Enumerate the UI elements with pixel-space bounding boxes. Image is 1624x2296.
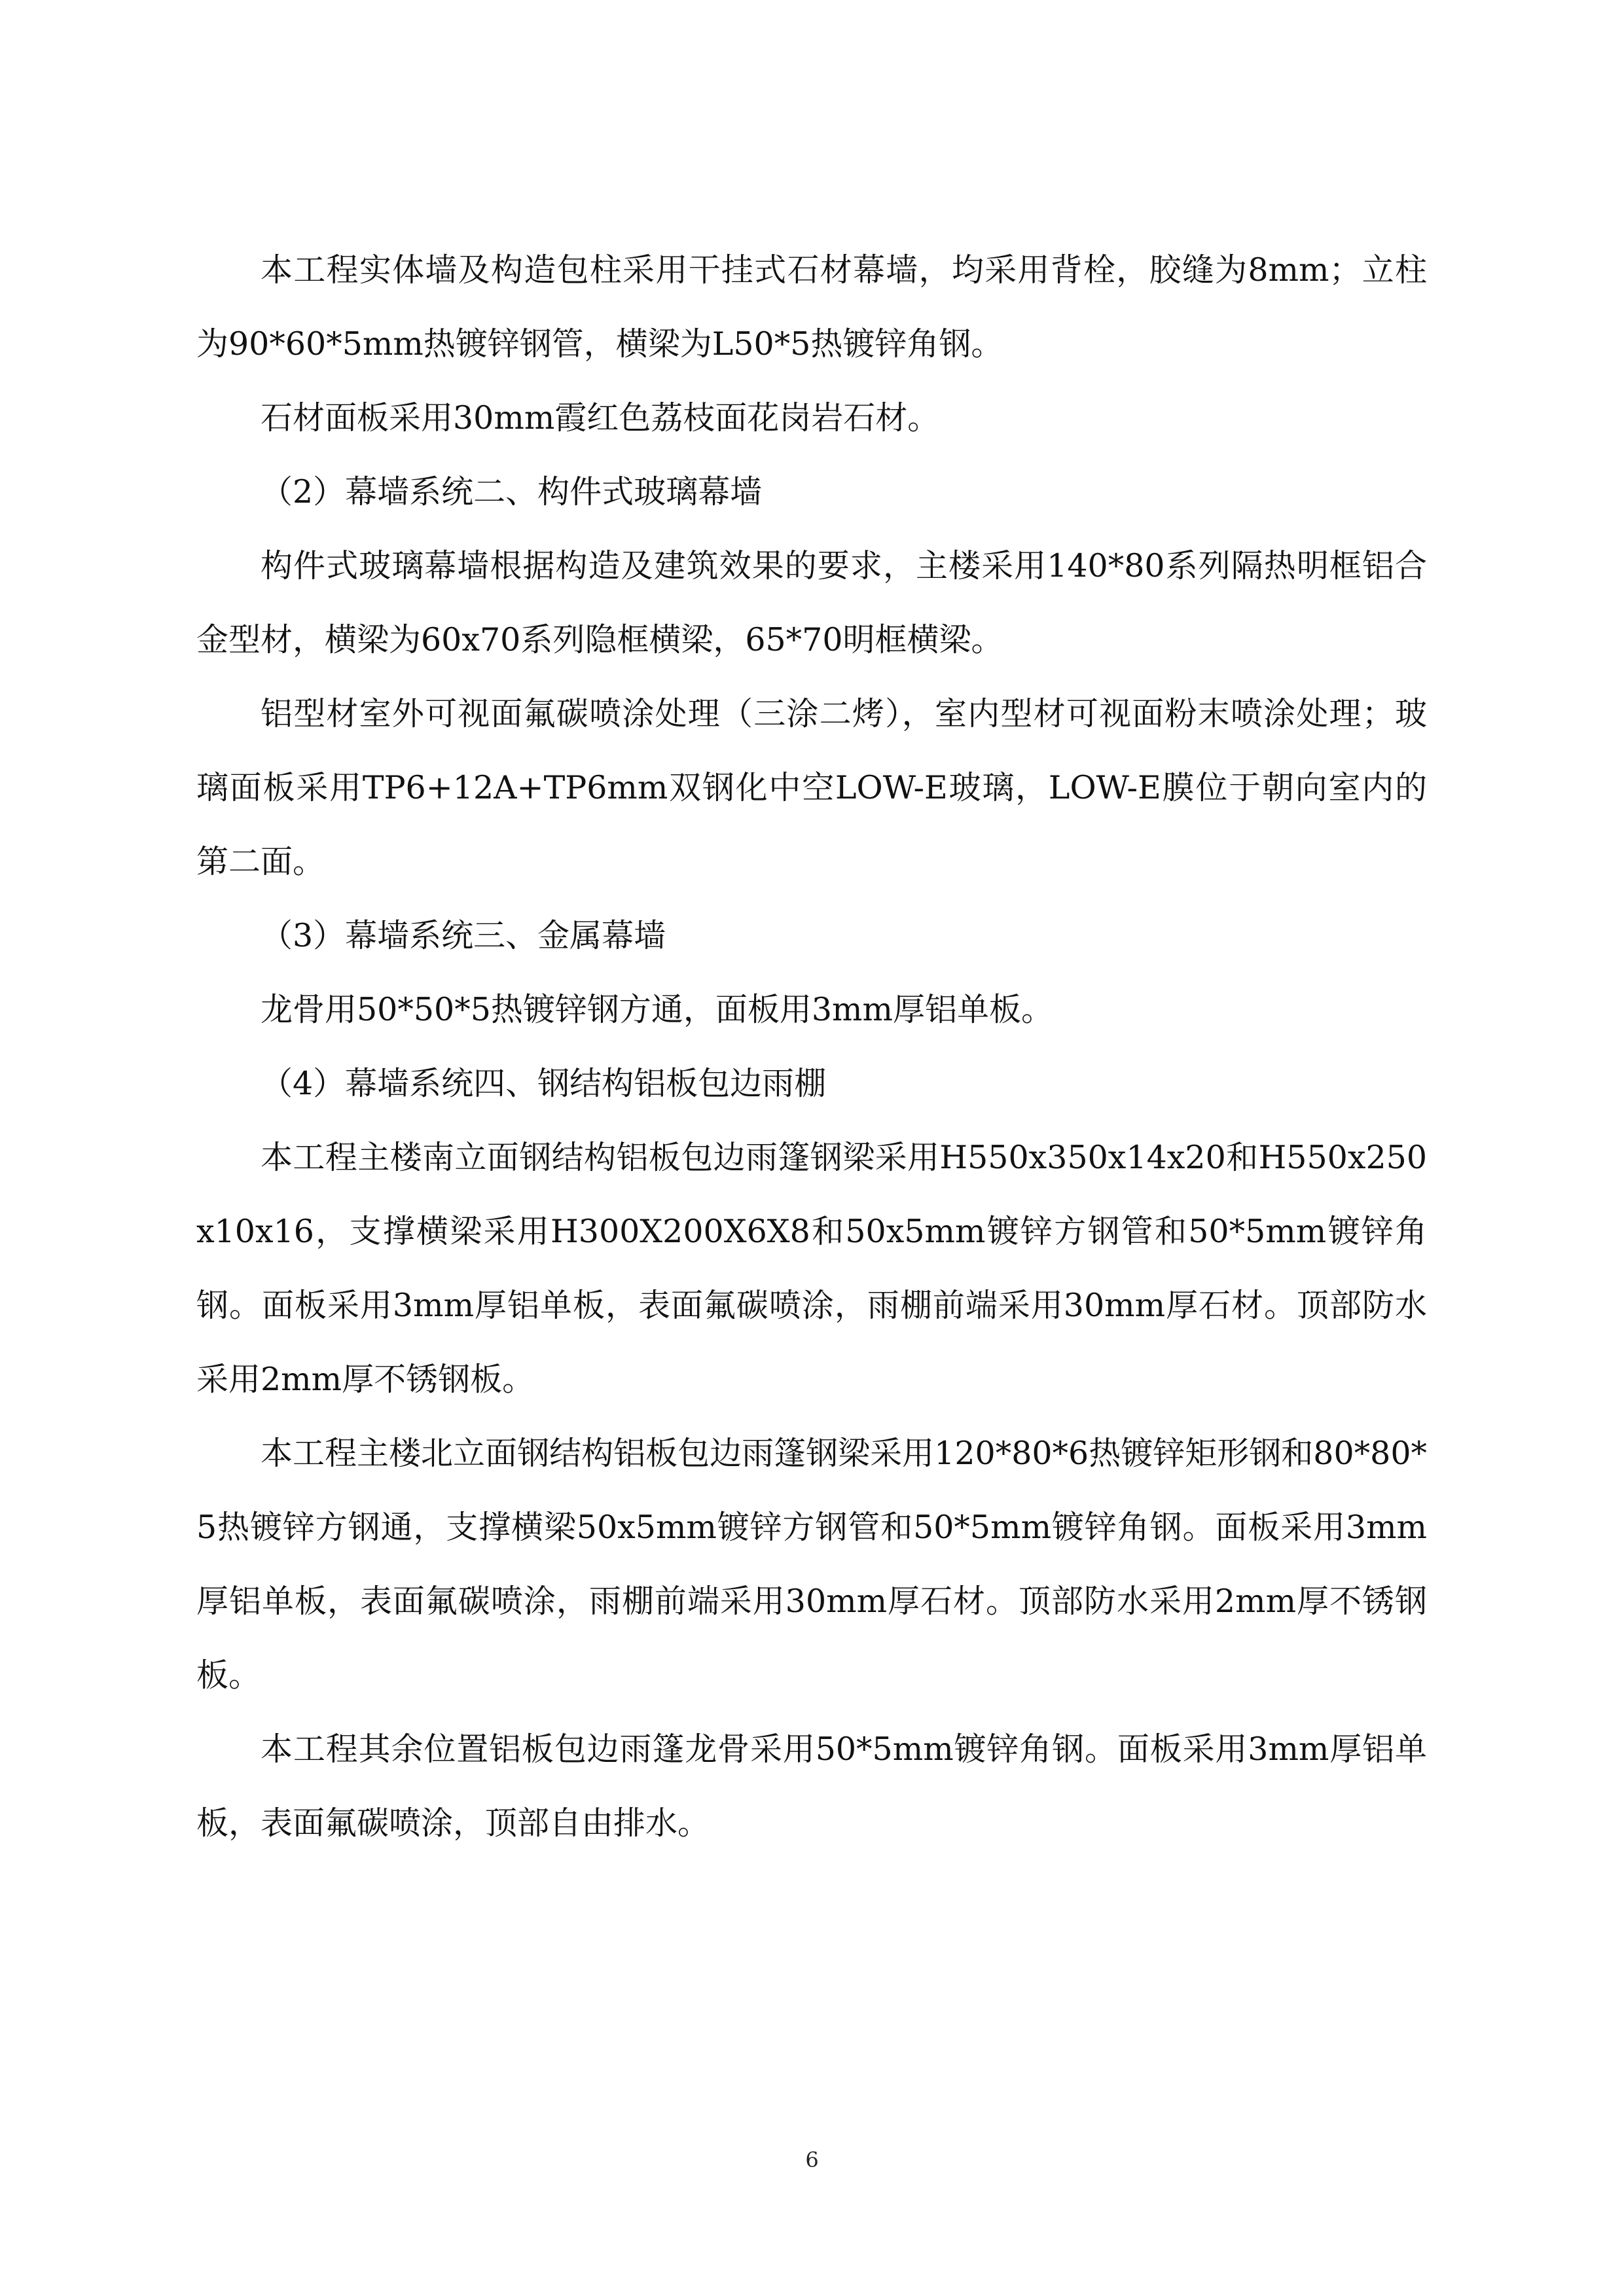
paragraph-glass-frame: 构件式玻璃幕墙根据构造及建筑效果的要求，主楼采用140*80系列隔热明框铝合金型材，横梁为60x70系列隐框横梁，65*70明框横梁。 [196, 547, 1427, 658]
paragraph-south-canopy: 本工程主楼南立面钢结构铝板包边雨篷钢梁采用H550x350x14x20和H550x250x10x16，支撑横梁采用H300X200X6X8和50x5mm镀锌方钢管和50*5mm镀锌角钢。面板采用3mm厚铝单板，表面氟碳喷涂，雨棚前端采用30mm厚石材。顶部防水采用2mm厚不锈钢板。 [196, 1139, 1427, 1398]
page-number: 6 [805, 2147, 819, 2172]
heading-system-two: （2）幕墙系统二、构件式玻璃幕墙 [261, 473, 763, 511]
paragraph-other-canopy: 本工程其余位置铝板包边雨篷龙骨采用50*5mm镀锌角钢。面板采用3mm厚铝单板，表面氟碳喷涂，顶部自由排水。 [196, 1731, 1427, 1842]
document-body [196, 233, 1427, 1860]
heading-system-three: （3）幕墙系统三、金属幕墙 [261, 917, 666, 954]
paragraph-stone-curtain-wall: 本工程实体墙及构造包柱采用干挂式石材幕墙，均采用背栓，胶缝为8mm；立柱为90*60*5mm热镀锌钢管，横梁为L50*5热镀锌角钢。 [196, 251, 1427, 363]
paragraph-glass-panel: 铝型材室外可视面氟碳喷涂处理（三涂二烤），室内型材可视面粉末喷涂处理；玻璃面板采用TP6+12A+TP6mm双钢化中空LOW-E玻璃，LOW-E膜位于朝向室内的第二面。 [196, 695, 1427, 880]
paragraph-metal-wall: 龙骨用50*50*5热镀锌钢方通，面板用3mm厚铝单板。 [261, 991, 1053, 1028]
paragraph-stone-panel: 石材面板采用30mm霞红色荔枝面花岗岩石材。 [261, 399, 940, 437]
heading-system-four: （4）幕墙系统四、钢结构铝板包边雨棚 [261, 1065, 827, 1102]
paragraph-north-canopy: 本工程主楼北立面钢结构铝板包边雨篷钢梁采用120*80*6热镀锌矩形钢和80*80*5热镀锌方钢通，支撑横梁50x5mm镀锌方钢管和50*5mm镀锌角钢。面板采用3mm厚铝单板，表面氟碳喷涂，雨棚前端采用30mm厚石材。顶部防水采用2mm厚不锈钢板。 [196, 1435, 1427, 1694]
